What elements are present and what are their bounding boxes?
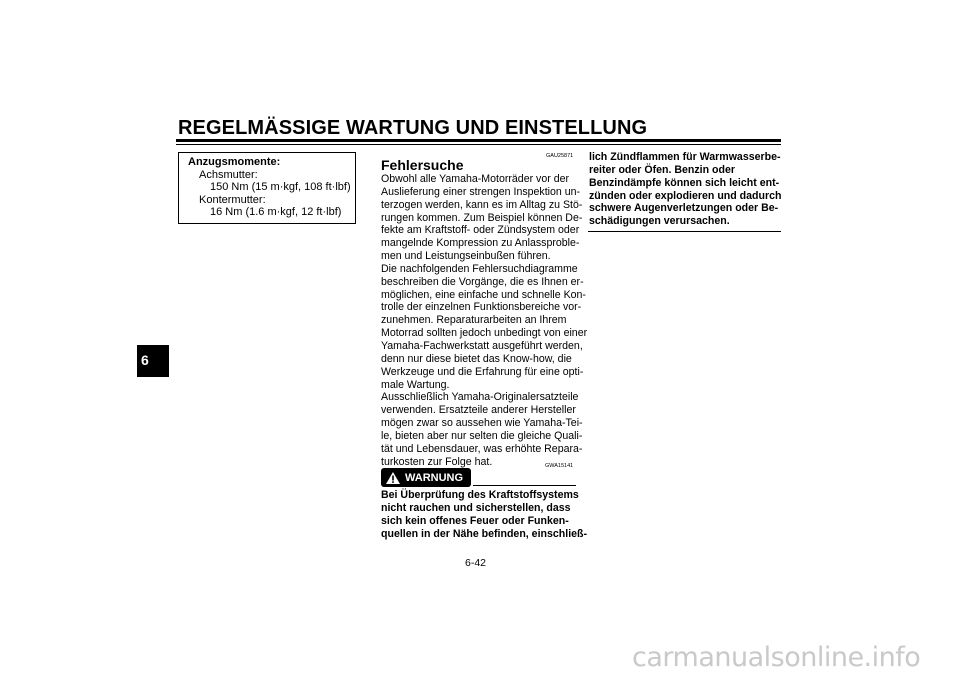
warning-text-col1 — [381, 489, 587, 540]
body-line: male Wartung. — [381, 378, 450, 391]
torque-specs-box — [178, 152, 356, 224]
warning-text-col2 — [589, 151, 781, 228]
body-line: mögen zwar so aussehen wie Yamaha-Tei- — [381, 417, 583, 430]
body-line: Obwohl alle Yamaha-Motorräder vor der — [381, 173, 570, 185]
torque-line: 150 Nm (15 m·kgf, 108 ft·lbf) — [210, 181, 351, 193]
torque-line: 16 Nm (1.6 m·kgf, 12 ft·lbf) — [210, 206, 342, 218]
warning-line: zünden oder explodieren und dadurch — [589, 189, 782, 202]
warning-triangle-icon — [385, 471, 401, 485]
body-line: Werkzeuge und die Erfahrung für eine opti- — [381, 365, 584, 378]
chapter-tab — [137, 345, 169, 377]
body-line: Die nachfolgenden Fehlersuchdiagramme — [381, 262, 578, 275]
body-line: terzogen werden, kann es im Alltag zu Stö- — [381, 198, 583, 211]
body-line: fekte am Kraftstoff- oder Zündsystem oder — [381, 224, 580, 237]
body-line: rungen kommen. Zum Beispiel können De- — [381, 211, 583, 224]
body-line: Ausschließlich Yamaha-Originalersatzteile — [381, 391, 579, 404]
title-rule-thin — [176, 144, 781, 145]
page-title: REGELMÄSSIGE WARTUNG UND EINSTELLUNG — [178, 117, 648, 139]
body-line: beschreiben die Vorgänge, die es Ihnen er- — [381, 275, 584, 288]
body-line: trolle der einzelnen Funktionsbereiche vor- — [381, 301, 582, 314]
watermark: carmanualsonline.info — [632, 642, 921, 673]
warning-line: quellen in der Nähe befinden, einschließ- — [381, 527, 588, 540]
warning-label: WARNUNG — [405, 471, 464, 484]
body-line: mangelnde Kompression zu Anlassproble- — [381, 237, 580, 250]
body-line: verwenden. Ersatzteile anderer Hersteller — [381, 404, 576, 417]
warning-badge — [381, 468, 471, 487]
torque-line: Kontermutter: — [199, 193, 266, 206]
section-code: GAU25871 — [546, 153, 574, 159]
torque-line: Achsmutter: — [199, 168, 258, 181]
warning-line: nicht rauchen und sicherstellen, dass — [381, 501, 571, 514]
chapter-number: 6 — [141, 352, 149, 368]
warning-rule — [473, 485, 576, 486]
warning-line: Benzindämpfe können sich leicht ent- — [589, 176, 780, 189]
warning-line: sich kein offenes Feuer oder Funken- — [381, 514, 569, 527]
warning-line: schwere Augenverletzungen oder Be- — [589, 202, 779, 215]
warning-line: schädigungen verursachen. — [589, 215, 730, 228]
body-line: Auslieferung einer strengen Inspektion un- — [381, 185, 581, 198]
body-line: denn nur diese bietet das Know-how, die — [381, 352, 572, 365]
warning-line: reiter oder Öfen. Benzin oder — [589, 163, 735, 176]
section-body — [381, 173, 587, 468]
body-line: le, bieten aber nur selten die gleiche Quali- — [381, 429, 583, 442]
body-line: tät und Lebensdauer, was erhöhte Repara- — [381, 442, 583, 455]
section-heading: Fehlersuche — [381, 157, 464, 173]
body-line: men und Leistungseinbußen führen. — [381, 250, 551, 263]
torque-heading: Anzugsmomente: — [188, 156, 281, 168]
body-line: turkosten zur Folge hat. — [381, 455, 493, 468]
body-line: möglichen, eine einfache und schnelle Kon- — [381, 288, 586, 301]
warning-code: GWA15141 — [545, 463, 574, 469]
body-line: zunehmen. Reparaturarbeiten an Ihrem — [381, 314, 567, 327]
body-line: Motorrad sollten jedoch unbedingt von einer — [381, 327, 588, 340]
title-rule — [176, 139, 781, 142]
warning-line: Bei Überprüfung des Kraftstoffsystems — [381, 489, 579, 501]
page-number: 6-42 — [465, 557, 487, 569]
warning-line: lich Zündflammen für Warmwasserbe- — [589, 151, 781, 163]
warning-end-rule — [588, 231, 781, 232]
body-line: Yamaha-Fachwerkstatt ausgeführt werden, — [381, 339, 583, 352]
